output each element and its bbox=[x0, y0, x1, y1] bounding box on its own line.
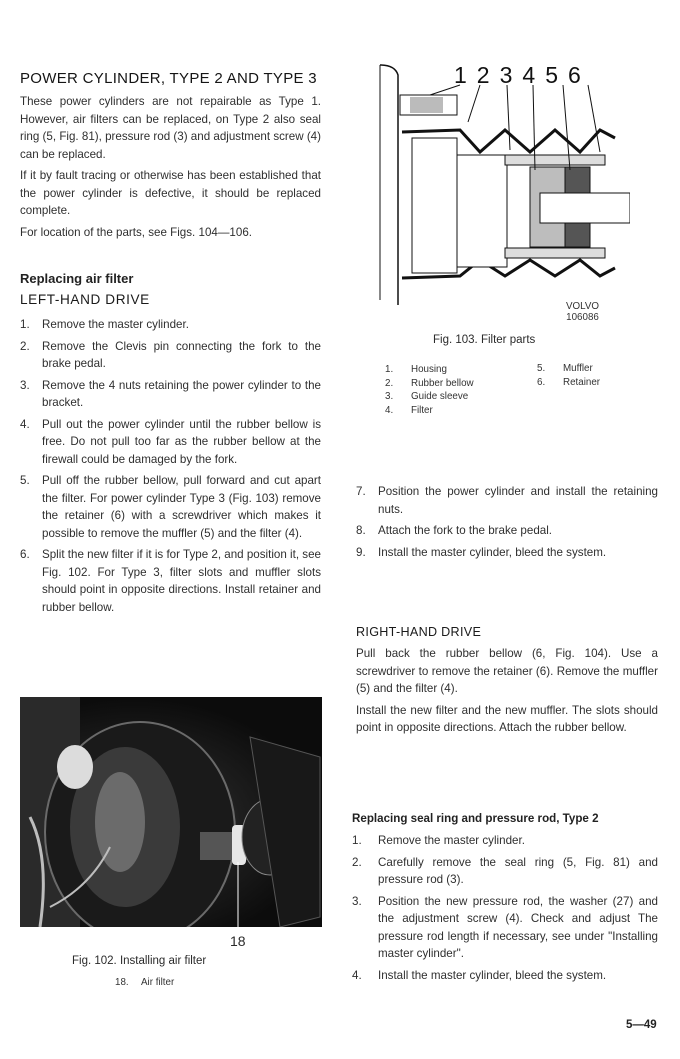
fig102-legend bbox=[115, 976, 174, 990]
fig102-photo bbox=[20, 697, 322, 927]
step-item: 4. Pull out the power cylinder until the rubber bellow is free. Do not pull too far as the rubber bellow at the firewall could be damaged by the fork. bbox=[20, 417, 321, 466]
fig103-legend-col1 bbox=[385, 363, 474, 417]
step-item: 2. Carefully remove the seal ring (5, Fig. 81) and pressure rod (3). bbox=[352, 855, 658, 886]
fig103-caption: Fig. 103. Filter parts bbox=[433, 334, 536, 346]
fig102-caption: Fig. 102. Installing air filter bbox=[72, 955, 207, 967]
step-item: 7. Position the power cylinder and install the retaining nuts. bbox=[356, 485, 658, 516]
step-item: 8. Attach the fork to the brake pedal. bbox=[356, 524, 553, 537]
page-title: POWER CYLINDER, TYPE 2 AND TYPE 3 bbox=[20, 70, 317, 87]
volvo-stamp: VOLVO 106086 bbox=[566, 301, 600, 323]
rhd-paragraph: Pull back the rubber bellow (6, Fig. 104). Use a screwdriver to remove the retainer (6). Remove the muffler (5) and the filter (4). bbox=[356, 647, 658, 695]
section-heading: Replacing air filter bbox=[20, 271, 134, 286]
step-item: 5. Pull off the rubber bellow, pull forward and cut apart the filter. For power cylinder Type 3 (Fig. 103) remove the retainer (6) with a screwdriver which makes it possible to remove the muffler (5) and the filter (4). bbox=[20, 474, 321, 540]
rhd-section bbox=[356, 645, 658, 737]
legend-item: 18. Air filter bbox=[115, 977, 175, 988]
fig103-diagram bbox=[370, 60, 630, 310]
intro-section bbox=[20, 93, 321, 241]
step-item: 3. Remove the 4 nuts retaining the power cylinder to the bracket. bbox=[20, 378, 321, 409]
page-number: 5—49 bbox=[626, 1019, 657, 1031]
intro-paragraph: These power cylinders are not repairable as Type 1. However, air filters can be replaced, on Type 2 also seal ring (5, Fig. 81), pressure rod (3) and adjustment screw (4) can be replaced. bbox=[20, 95, 321, 161]
step-item: 2. Remove the Clevis pin connecting the fork to the brake pedal. bbox=[20, 339, 321, 370]
brake-booster-photo-icon bbox=[20, 697, 322, 927]
legend-item: 5. Muffler bbox=[537, 363, 593, 374]
seal-steps bbox=[352, 832, 658, 984]
fig102-callout: 18 bbox=[230, 933, 246, 949]
legend-item: 3. Guide sleeve bbox=[385, 391, 469, 402]
intro-paragraph: If it by fault tracing or otherwise has been established that the power cylinder is defective, it should be replaced complete. bbox=[20, 169, 321, 217]
legend-item: 1. Housing bbox=[385, 364, 447, 375]
intro-paragraph: For location of the parts, see Figs. 104—106. bbox=[20, 225, 252, 239]
step-item: 9. Install the master cylinder, bleed the system. bbox=[356, 545, 607, 559]
step-item: 1. Remove the master cylinder. bbox=[352, 834, 525, 847]
fig103-callouts: 123456 bbox=[454, 62, 591, 88]
lhd-steps bbox=[20, 316, 321, 616]
lhd-heading: LEFT-HAND DRIVE bbox=[20, 292, 150, 307]
lhd-steps-continued bbox=[356, 483, 658, 561]
step-item: 6. Split the new filter if it is for Type 2, and position it, see Fig. 102. For Type 3, filter slots and muffler slots should point in opposite directions. Install retainer and rubber bellow. bbox=[20, 548, 321, 614]
legend-item: 4. Filter bbox=[385, 404, 433, 416]
step-item: 1. Remove the master cylinder. bbox=[20, 318, 189, 331]
seal-heading: Replacing seal ring and pressure rod, Type 2 bbox=[352, 812, 599, 825]
step-item: 3. Position the new pressure rod, the washer (27) and the adjustment screw (4). Check and adjust The pressure rod length if necessary, see under "Installing master cylinder". bbox=[352, 894, 658, 960]
rhd-paragraph: Install the new filter and the new muffler. The slots should point in opposite directions. Attach the rubber bellow. bbox=[356, 703, 658, 734]
legend-item: 2. Rubber bellow bbox=[385, 377, 474, 389]
rhd-heading: RIGHT-HAND DRIVE bbox=[356, 625, 482, 639]
legend-item: 6. Retainer bbox=[537, 376, 601, 388]
step-item: 4. Install the master cylinder, bleed the system. bbox=[352, 968, 607, 982]
filter-parts-cross-section-icon bbox=[370, 60, 630, 310]
fig103-legend-col2 bbox=[537, 362, 600, 389]
